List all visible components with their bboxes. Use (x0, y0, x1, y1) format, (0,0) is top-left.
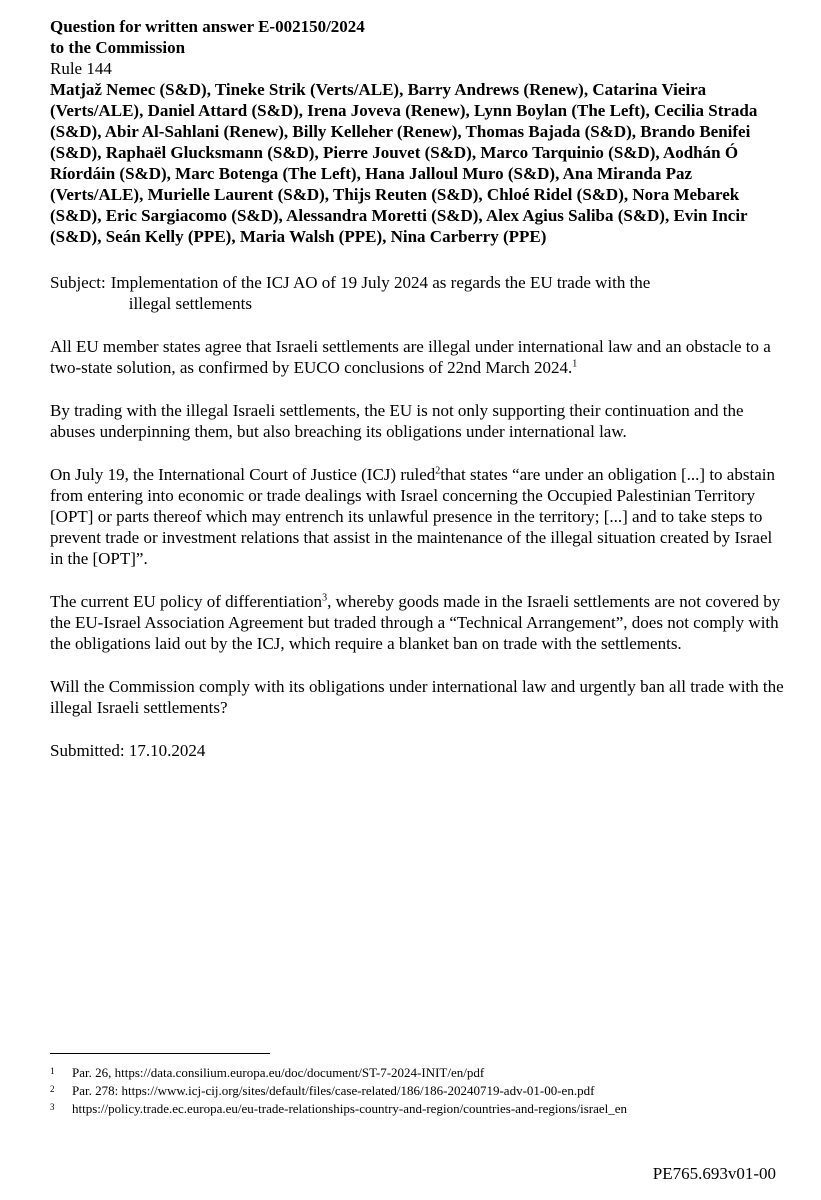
footnote-text[interactable]: Par. 26, https://data.consilium.europa.eu/doc/document/ST-7-2024-INIT/en/pdf (72, 1065, 485, 1080)
paragraph-3-text-b: that states “are under an obligation [...] to abstain from entering into economic or trade dealings with Israel concerning the Occupied Palestinian Territory [OPT] or parts thereof which may entrench its unlawful presence in the territory; [...] and to take steps to prevent trade or investment relations that assist in the maintenance of the illegal situation created by Israel in the [OPT]”. (50, 465, 775, 568)
document-reference: PE765.693v01-00 (652, 1164, 776, 1183)
paragraph-3 (50, 464, 785, 569)
paragraph-1 (50, 336, 785, 378)
footnote-number: 2 (50, 1084, 55, 1094)
footnote-text[interactable]: Par. 278: https://www.icj-cij.org/sites/default/files/case-related/186/186-20240719-adv-01-00-en.pdf (72, 1083, 595, 1098)
paragraph-1-text: All EU member states agree that Israeli settlements are illegal under international law and an obstacle to a two-state solution, as confirmed by EUCO conclusions of 22nd March 2024. (50, 337, 771, 377)
paragraph-3-text-a: On July 19, the International Court of Justice (ICJ) ruled (50, 465, 436, 484)
footnotes (50, 1064, 790, 1118)
subject-block (50, 272, 785, 314)
document-page (50, 16, 785, 761)
footnote-item (50, 1064, 790, 1082)
subject-line-2: illegal settlements (128, 294, 252, 313)
footnote-text[interactable]: https://policy.trade.ec.europa.eu/eu-trade-relationships-country-and-region/countries-and-regions/israel_en (72, 1101, 628, 1116)
footnote-ref-2[interactable]: 2 (435, 465, 441, 477)
subject-label: Subject: (50, 273, 106, 292)
footnote-item (50, 1082, 790, 1100)
question-title: Question for written answer E-002150/2024 (50, 17, 365, 36)
paragraph-4-text-b: , whereby goods made in the Israeli settlements are not covered by the EU-Israel Association Agreement but traded through a “Technical Arrangement”, does not comply with the obligations laid out by the ICJ, which require a blanket ban on trade with the settlements. (50, 592, 781, 653)
paragraph-4-text-a: The current EU policy of differentiation (50, 592, 323, 611)
question-addressee: to the Commission (50, 38, 186, 57)
footnote-ref-1[interactable]: 1 (572, 358, 578, 370)
subject-line-1: Implementation of the ICJ AO of 19 July 2024 as regards the EU trade with the (110, 273, 651, 292)
paragraph-4 (50, 591, 785, 654)
subject-text (111, 272, 785, 314)
procedure-rule: Rule 144 (50, 59, 112, 78)
paragraph-5: Will the Commission comply with its obligations under international law and urgently ban all trade with the illegal Israeli settlements? (50, 677, 784, 717)
paragraph-2: By trading with the illegal Israeli settlements, the EU is not only supporting their continuation and the abuses underpinning them, but also breaching its obligations under international law. (50, 401, 744, 441)
footnote-ref-3[interactable]: 3 (322, 592, 328, 604)
submitted-date: Submitted: 17.10.2024 (50, 741, 206, 760)
footnote-item (50, 1100, 790, 1118)
footnote-number: 3 (50, 1102, 55, 1112)
authors-list: Matjaž Nemec (S&D), Tineke Strik (Verts/ALE), Barry Andrews (Renew), Catarina Vieira (Verts/ALE), Daniel Attard (S&D), Irena Joveva (Renew), Lynn Boylan (The Left), Cecilia Strada (S&D), Abir Al-Sahlani (Renew), Billy Kelleher (Renew), Thomas Bajada (S&D), Brando Benifei (S&D), Raphaël Glucksmann (S&D), Pierre Jouvet (S&D), Marco Tarquinio (S&D), Aodhán Ó Ríordáin (S&D), Marc Botenga (The Left), Hana Jalloul Muro (S&D), Ana Miranda Paz (Verts/ALE), Murielle Laurent (S&D), Thijs Reuten (S&D), Chloé Ridel (S&D), Nora Mebarek (S&D), Eric Sargiacomo (S&D), Alessandra Moretti (S&D), Alex Agius Saliba (S&D), Evin Incir (S&D), Seán Kelly (PPE), Maria Walsh (PPE), Nina Carberry (PPE) (50, 80, 758, 246)
footnote-separator (50, 1053, 270, 1054)
footnote-number: 1 (50, 1066, 55, 1076)
